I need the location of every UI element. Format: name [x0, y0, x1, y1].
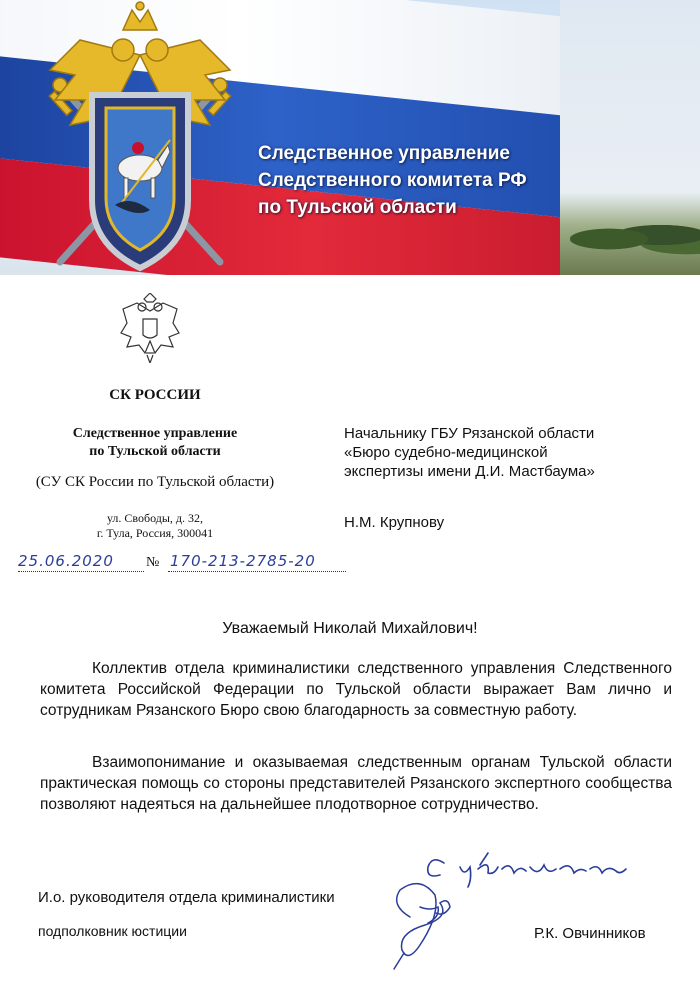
addressee-line-3: экспертизы имени Д.И. Мастбаума» [344, 463, 595, 480]
reference-date: 25.06.2020 [18, 552, 114, 570]
letterhead-department-line-2: по Тульской области [89, 444, 221, 459]
signatory-position: И.о. руководителя отдела криминалистики [38, 889, 335, 906]
banner-title-line-1: Следственное управление [258, 143, 510, 164]
body-paragraph-2: Взаимопонимание и оказываемая следственным органам Тульской области практическая помощь со стороны представителей Рязанского экспертного сообщества позволяют надеяться на дальнейшее плодотворное сотрудничество. [40, 754, 672, 813]
letterhead-department [0, 425, 310, 461]
addressee-line-1: Начальнику ГБУ Рязанской области [344, 425, 595, 442]
reference-number-underline [168, 571, 346, 572]
handwritten-signature [380, 845, 660, 975]
addressee-block [344, 424, 684, 532]
russian-coat-of-arms-icon [117, 293, 183, 363]
reference-number: 170-213-2785-20 [170, 552, 316, 570]
greeting: Уважаемый Николай Михайлович! [222, 620, 478, 637]
letterhead-address-line-2: г. Тула, Россия, 300041 [96, 526, 214, 540]
signatory-name: Р.К. Овчинников [534, 925, 646, 942]
body-paragraph-1: Коллектив отдела криминалистики следственного управления Следственного комитета Российской Федерации по Тульской области выражает Вам лично и сотрудникам Рязанского Бюро свою благодарность за совместную работу. [40, 660, 672, 719]
letterhead-short-name: (СУ СК России по Тульской области) [35, 474, 275, 490]
addressee-name: Н.М. Крупнову [344, 514, 445, 531]
trees-decoration [570, 215, 700, 255]
letterhead-department-line-1: Следственное управление [72, 426, 238, 441]
signatory-rank: подполковник юстиции [38, 923, 187, 939]
banner-title [258, 140, 588, 221]
letterhead-address [0, 511, 310, 541]
banner-title-line-3: по Тульской области [258, 197, 457, 218]
investigative-committee-emblem-icon [20, 0, 260, 275]
letterhead-address-line-1: ул. Свободы, д. 32, [106, 511, 204, 525]
banner-title-line-2: Следственного комитета РФ [258, 170, 527, 191]
reference-date-underline [18, 571, 144, 572]
reference-row [18, 552, 348, 576]
reference-number-sign: № [146, 555, 160, 570]
addressee-line-2: «Бюро судебно-медицинской [344, 444, 548, 461]
letterhead-org: СК РОССИИ [109, 387, 201, 403]
header-banner [0, 0, 700, 275]
